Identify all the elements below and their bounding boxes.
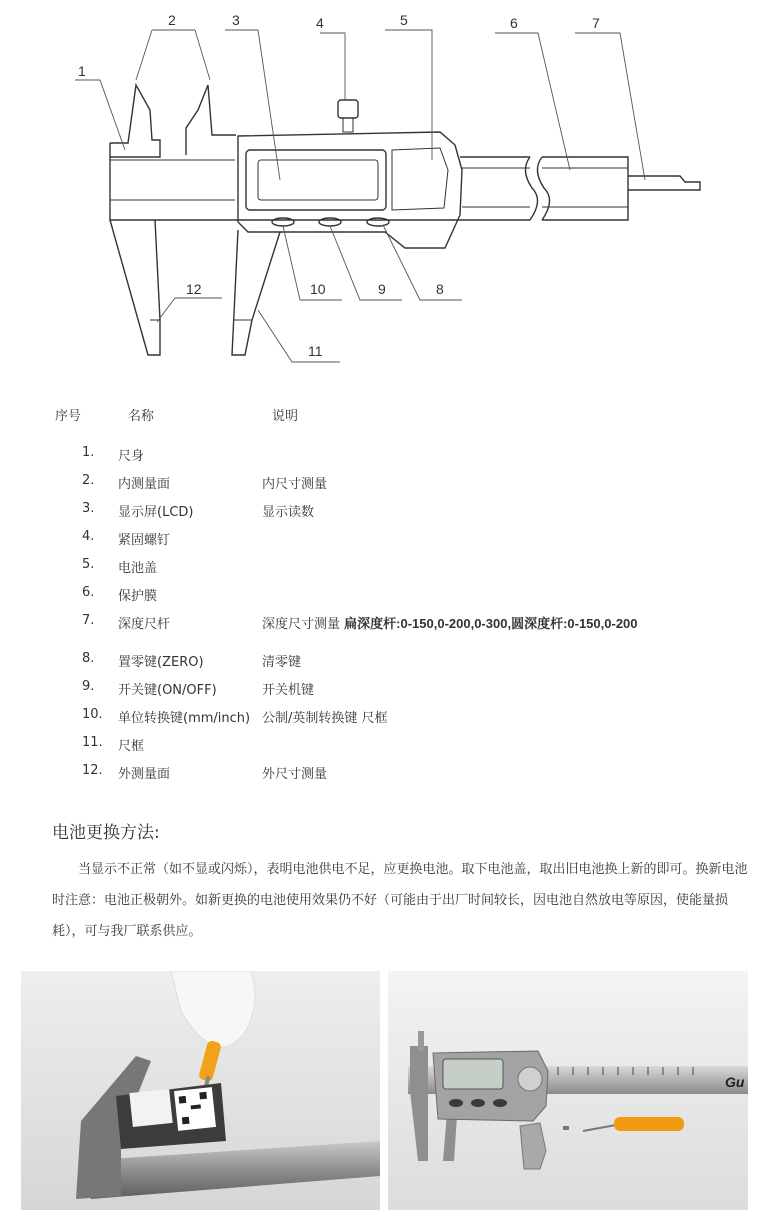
- row-num: 12.: [82, 763, 103, 778]
- callout-2: 2: [168, 12, 176, 28]
- row-name: 开关键(ON/OFF): [118, 683, 217, 698]
- battery-cover: [392, 148, 448, 210]
- row-name: 内测量面: [118, 477, 171, 492]
- row-num: 5.: [82, 557, 95, 572]
- row-desc: 清零键: [262, 655, 302, 670]
- row-num: 6.: [82, 585, 95, 600]
- caliper-beam: [110, 143, 628, 220]
- callout-1: 1: [78, 63, 86, 79]
- row-name: 深度尺杆: [118, 617, 171, 632]
- callout-4: 4: [316, 15, 324, 31]
- battery-title: 电池更换方法:: [52, 823, 160, 843]
- row-num: 7.: [82, 613, 95, 628]
- row-num: 10.: [82, 707, 103, 722]
- row-name: 紧固螺钉: [118, 533, 171, 548]
- callout-9: 9: [378, 281, 386, 297]
- header-num: 序号: [55, 409, 82, 424]
- row-name: 尺身: [118, 449, 145, 464]
- sliding-upper-jaw: [186, 85, 236, 155]
- battery-photo-left: [21, 971, 380, 1210]
- row-num: 1.: [82, 445, 95, 460]
- row-desc: 显示读数: [262, 505, 315, 520]
- row-num: 4.: [82, 529, 95, 544]
- row-desc: 外尺寸测量: [262, 767, 328, 782]
- row-num: 8.: [82, 651, 95, 666]
- callout-7: 7: [592, 15, 600, 31]
- row-num: 3.: [82, 501, 95, 516]
- battery-paragraph: 当显示不正常（如不显或闪烁），表明电池供电不足，应更换电池。取下电池盖，取出旧电池换上新的即可。换新电池时注意：电池正极朝外。如新更换的电池使用效果仍不好（可能由于出厂时间较长，因电池自然放电等原因，使能量损耗），可与我厂联系供应。: [52, 862, 748, 939]
- fixed-upper-jaw: [110, 85, 160, 157]
- row-name: 电池盖: [118, 561, 158, 576]
- callout-12: 12: [186, 281, 202, 297]
- row-num: 2.: [82, 473, 95, 488]
- callout-3: 3: [232, 12, 240, 28]
- row-desc: 开关机键: [262, 683, 315, 698]
- fixed-lower-jaw: [110, 220, 160, 355]
- callout-8: 8: [436, 281, 444, 297]
- row-desc: 内尺寸测量: [262, 477, 328, 492]
- row-desc-main: 深度尺寸测量: [262, 617, 341, 632]
- callout-6: 6: [510, 15, 518, 31]
- caliper-diagram: [0, 0, 770, 380]
- row-name: 尺框: [118, 739, 145, 754]
- sliding-lower-jaw: [232, 230, 280, 355]
- row-num: 9.: [82, 679, 95, 694]
- row-name: 保护膜: [118, 589, 158, 604]
- row-desc: [262, 613, 638, 632]
- header-desc: 说明: [272, 409, 299, 424]
- zero-button-shape: [367, 218, 389, 226]
- callout-10: 10: [310, 281, 326, 297]
- callout-11: 11: [308, 343, 323, 359]
- header-name: 名称: [128, 409, 155, 424]
- row-name: 置零键(ZERO): [118, 655, 204, 670]
- callout-5: 5: [400, 12, 408, 28]
- lcd-window: [246, 150, 386, 210]
- battery-instructions: [52, 854, 752, 947]
- lock-screw-shape: [338, 100, 358, 118]
- row-desc: 公制/英制转换键 尺框: [262, 711, 388, 726]
- depth-rod: [628, 176, 700, 190]
- row-desc-extra: 扁深度杆:0-150,0-200,0-300,圆深度杆:0-150,0-200: [344, 616, 638, 631]
- brand-text: Gu: [725, 1074, 745, 1090]
- unit-button-shape: [272, 218, 294, 226]
- battery-photo-right: [388, 971, 748, 1210]
- row-num: 11.: [82, 735, 103, 750]
- row-name: 显示屏(LCD): [118, 505, 194, 520]
- row-name: 单位转换键(mm/inch): [118, 711, 251, 726]
- onoff-button-shape: [319, 218, 341, 226]
- row-name: 外测量面: [118, 767, 171, 782]
